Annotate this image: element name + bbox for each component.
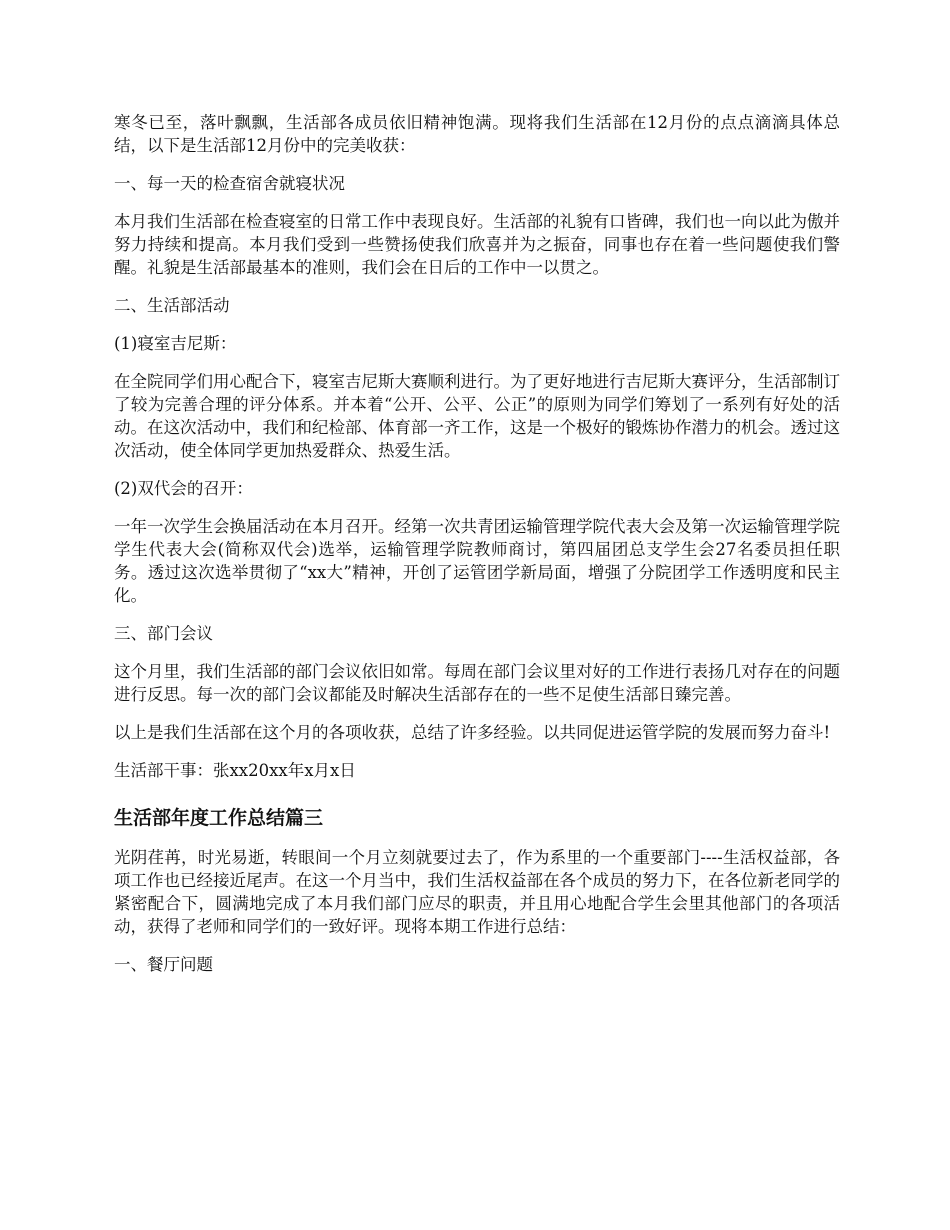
activity-congress-title: (2)双代会的召开： <box>114 479 253 498</box>
meetings-paragraph: 这个月里，我们生活部的部门会议依旧如常。每周在部门会议里对好的工作进行表扬几对存在的问题进行反思。每一次的部门会议都能及时解决生活部存在的一些不足使生活部日臻完善。 <box>114 662 840 704</box>
activity-congress-paragraph: 一年一次学生会换届活动在本月召开。经第一次共青团运输管理学院代表大会及第一次运输管理学院学生代表大会(简称双代会)选举，运输管理学院教师商讨，第四届团总支学生会27名委员担任职务。透过这次选举贯彻了“xx大”精神，开创了运管团学新局面，增强了分院团学工作透明度和民主化。 <box>114 517 840 605</box>
section-heading: 生活部年度工作总结篇三 <box>114 807 324 829</box>
section-activities-title: 二、生活部活动 <box>114 296 230 315</box>
part3-section-canteen-title: 一、餐厅问题 <box>114 955 213 974</box>
part3-intro-paragraph: 光阴荏苒，时光易逝，转眼间一个月立刻就要过去了，作为系里的一个重要部门----生活权益部，各项工作也已经接近尾声。在这一个月当中，我们生活权益部在各个成员的努力下，在各位新老同学的紧密配合下，圆满地完成了本月我们部门应尽的职责，并且用心地配合学生会里其他部门的各项活动，获得了老师和同学们的一致好评。现将本期工作进行总结： <box>114 848 840 936</box>
activity-guinness-title: (1)寝室吉尼斯： <box>114 334 237 353</box>
intro-paragraph: 寒冬已至，落叶飘飘，生活部各成员依旧精神饱满。现将我们生活部在12月份的点点滴滴具体总结，以下是生活部12月份中的完美收获： <box>114 113 840 155</box>
activity-guinness-paragraph: 在全院同学们用心配合下，寝室吉尼斯大赛顺利进行。为了更好地进行吉尼斯大赛评分，生活部制订了较为完善合理的评分体系。并本着“公开、公平、公正”的原则为同学们筹划了一系列有好处的活动。在这次活动中，我们和纪检部、体育部一齐工作，这是一个极好的锻炼协作潜力的机会。透过这次活动，使全体同学更加热爱群众、热爱生活。 <box>114 372 840 460</box>
signature-line: 生活部干事：张xx20xx年x月x日 <box>114 761 356 780</box>
document-page <box>114 111 840 991</box>
conclusion-paragraph: 以上是我们生活部在这个月的各项收获，总结了许多经验。以共同促进运管学院的发展而努力奋斗! <box>114 723 831 742</box>
section-dorm-inspection-title: 一、每一天的检查宿舍就寝状况 <box>114 174 345 193</box>
section-meetings-title: 三、部门会议 <box>114 624 213 643</box>
dorm-inspection-paragraph: 本月我们生活部在检查寝室的日常工作中表现良好。生活部的礼貌有口皆碑，我们也一向以此为傲并努力持续和提高。本月我们受到一些赞扬使我们欣喜并为之振奋，同事也存在着一些问题使我们警醒。礼貌是生活部最基本的准则，我们会在日后的工作中一以贯之。 <box>114 212 840 277</box>
